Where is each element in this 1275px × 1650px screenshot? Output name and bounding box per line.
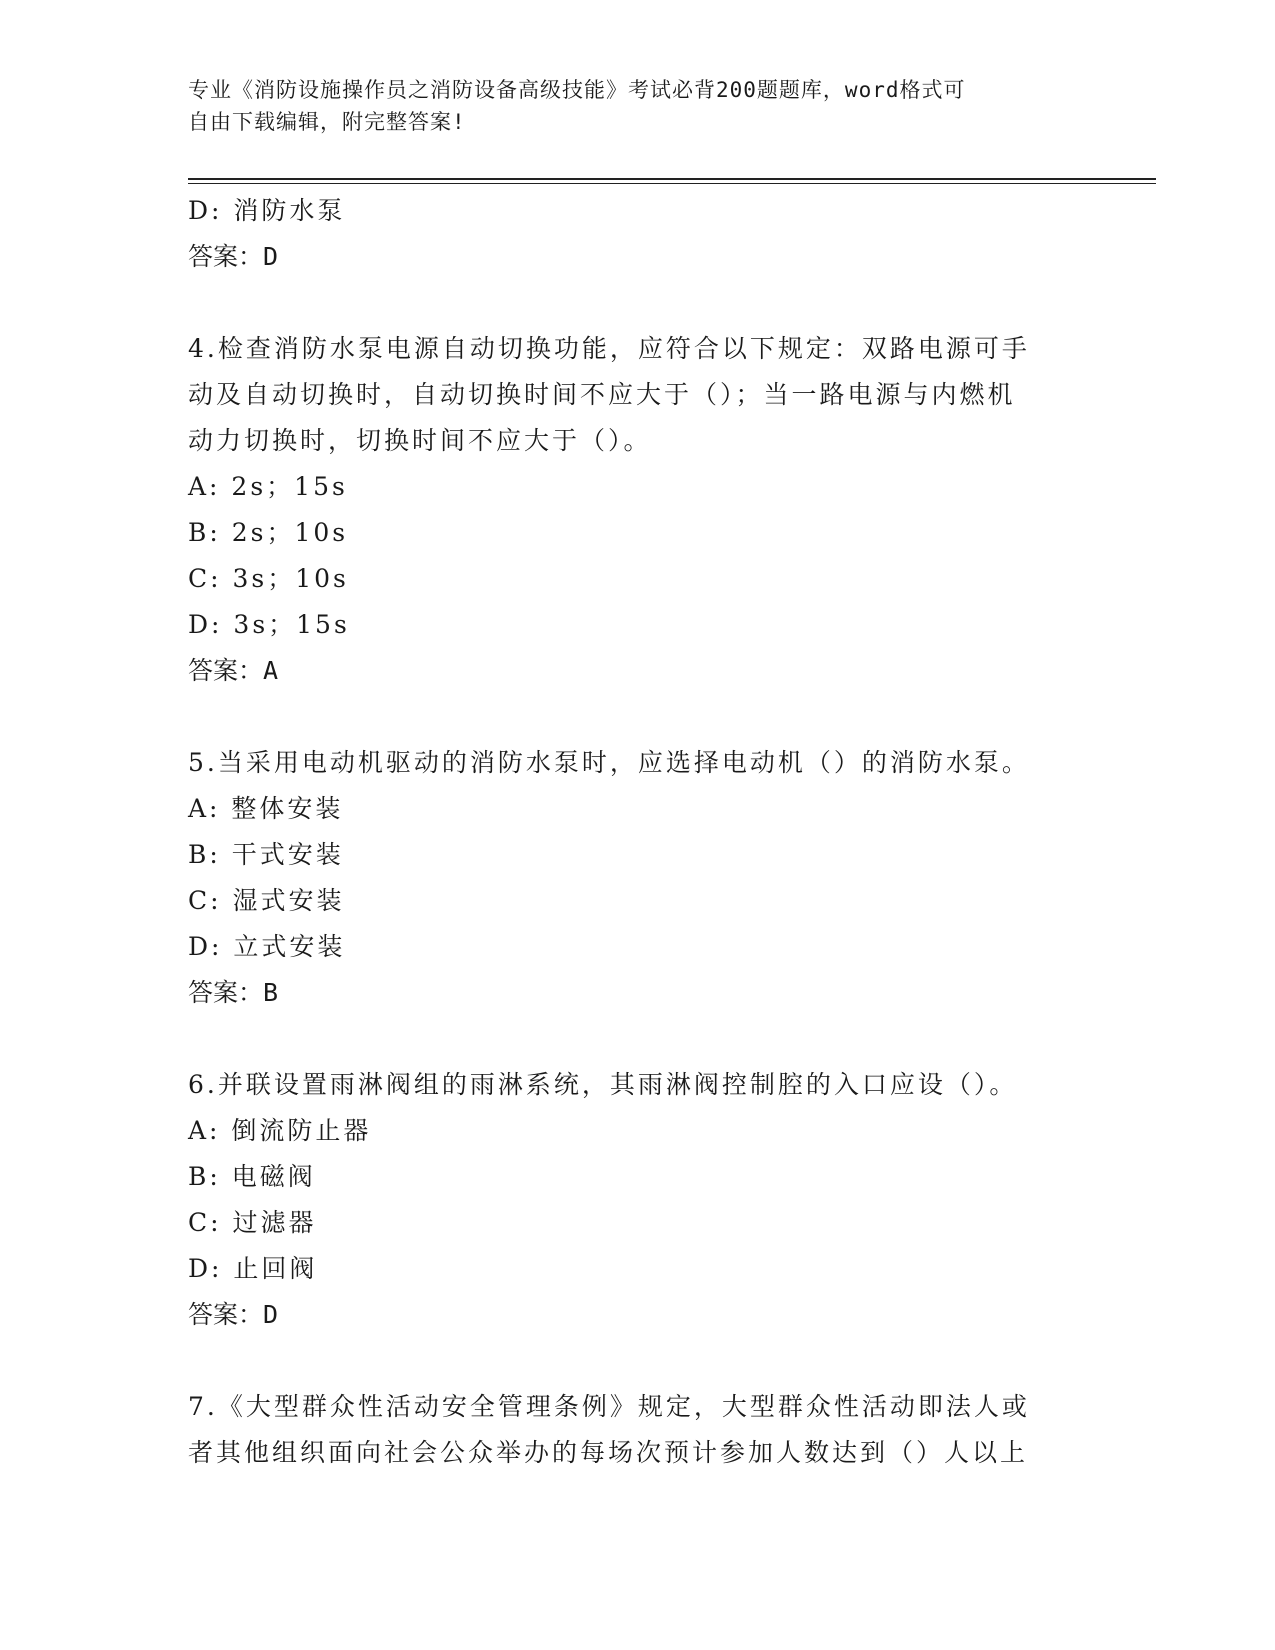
option-c: C: 湿式安装 bbox=[188, 886, 345, 915]
header-divider-thin bbox=[188, 183, 1156, 184]
document-header bbox=[188, 74, 1068, 138]
option-a: A: 倒流防止器 bbox=[188, 1116, 372, 1145]
option-d: D: 消防水泵 bbox=[188, 196, 346, 225]
answer-line: 答案：D bbox=[188, 242, 279, 271]
question-3 bbox=[188, 188, 1068, 280]
question-stem-line: 者其他组织面向社会公众举办的每场次预计参加人数达到（）人以上 bbox=[188, 1438, 1029, 1467]
option-c: C: 过滤器 bbox=[188, 1208, 317, 1237]
question-stem-line: 动力切换时，切换时间不应大于（）。 bbox=[188, 426, 652, 455]
question-stem-line: 7.《大型群众性活动安全管理条例》规定，大型群众性活动即法人或 bbox=[188, 1392, 1030, 1421]
header-line-1: 专业《消防设施操作员之消防设备高级技能》考试必背200题题库，word格式可 bbox=[188, 78, 966, 102]
option-d: D: 3s；15s bbox=[188, 610, 350, 639]
header-divider-thick bbox=[188, 178, 1156, 180]
answer-line: 答案：B bbox=[188, 978, 279, 1007]
question-list bbox=[188, 188, 1068, 1476]
option-d: D: 止回阀 bbox=[188, 1254, 318, 1283]
question-5 bbox=[188, 740, 1068, 1016]
question-7 bbox=[188, 1384, 1068, 1476]
question-stem-line: 动及自动切换时，自动切换时间不应大于（）；当一路电源与内燃机 bbox=[188, 380, 1016, 409]
question-stem-line: 6.并联设置雨淋阀组的雨淋系统，其雨淋阀控制腔的入口应设（）。 bbox=[188, 1070, 1018, 1099]
answer-line: 答案：D bbox=[188, 1300, 279, 1329]
question-stem-line: 5.当采用电动机驱动的消防水泵时，应选择电动机（）的消防水泵。 bbox=[188, 748, 1030, 777]
answer-line: 答案：A bbox=[188, 656, 279, 685]
option-b: B: 电磁阀 bbox=[188, 1162, 316, 1191]
option-d: D: 立式安装 bbox=[188, 932, 346, 961]
question-4 bbox=[188, 326, 1068, 694]
option-c: C: 3s；10s bbox=[188, 564, 349, 593]
option-b: B: 干式安装 bbox=[188, 840, 344, 869]
option-a: A: 2s；15s bbox=[188, 472, 348, 501]
option-a: A: 整体安装 bbox=[188, 794, 344, 823]
question-6 bbox=[188, 1062, 1068, 1338]
option-b: B: 2s；10s bbox=[188, 518, 349, 547]
question-stem-line: 4.检查消防水泵电源自动切换功能，应符合以下规定：双路电源可手 bbox=[188, 334, 1030, 363]
header-line-2: 自由下载编辑，附完整答案! bbox=[188, 110, 466, 134]
